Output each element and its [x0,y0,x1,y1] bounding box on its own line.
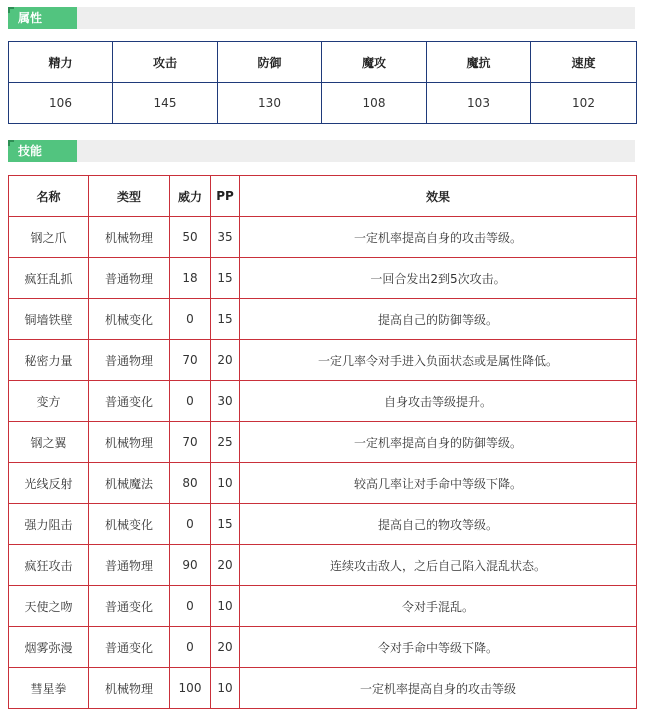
stat-header-sp-defense: 魔抗 [427,42,531,83]
skill-type: 普通变化 [89,381,170,422]
skill-effect: 较高几率让对手命中等级下降。 [240,463,637,504]
stat-header-sp-attack: 魔攻 [322,42,427,83]
stats-table [8,41,637,124]
stats-value-row [9,83,637,124]
skill-pp: 15 [211,504,240,545]
skill-name: 疯狂乱抓 [9,258,89,299]
skill-name: 秘密力量 [9,340,89,381]
skill-power: 80 [170,463,211,504]
stat-value-speed: 102 [531,83,637,124]
stat-value-sp-defense: 103 [427,83,531,124]
skill-type: 普通物理 [89,340,170,381]
table-row [9,381,637,422]
skills-section-header [8,140,635,162]
skill-pp: 30 [211,381,240,422]
skill-power: 100 [170,668,211,709]
skill-name: 光线反射 [9,463,89,504]
stat-value-defense: 130 [218,83,322,124]
skill-effect: 令对手命中等级下降。 [240,627,637,668]
skill-name: 天使之吻 [9,586,89,627]
skill-power: 70 [170,422,211,463]
skill-name: 疯狂攻击 [9,545,89,586]
skill-type: 机械变化 [89,504,170,545]
stat-value-attack: 145 [113,83,218,124]
skill-effect: 自身攻击等级提升。 [240,381,637,422]
stats-header-row [9,42,637,83]
table-row [9,217,637,258]
skill-name: 强力阻击 [9,504,89,545]
skill-name: 钢之翼 [9,422,89,463]
stat-value-sp-attack: 108 [322,83,427,124]
skill-header-pp: PP [211,176,240,217]
table-row [9,627,637,668]
table-row [9,340,637,381]
skill-power: 0 [170,381,211,422]
skill-type: 机械魔法 [89,463,170,504]
attributes-section-tag: 属性 [8,7,77,29]
skill-header-type: 类型 [89,176,170,217]
table-row [9,668,637,709]
skill-header-power: 威力 [170,176,211,217]
skill-type: 普通变化 [89,627,170,668]
skill-effect: 一定机率提高自身的攻击等级。 [240,217,637,258]
skill-pp: 15 [211,258,240,299]
skill-power: 70 [170,340,211,381]
table-row [9,258,637,299]
skill-pp: 10 [211,586,240,627]
table-row [9,545,637,586]
stat-header-speed: 速度 [531,42,637,83]
stat-header-attack: 攻击 [113,42,218,83]
stat-header-hp: 精力 [9,42,113,83]
skill-effect: 一定机率提高自身的攻击等级 [240,668,637,709]
skill-type: 机械变化 [89,299,170,340]
skill-power: 90 [170,545,211,586]
skill-effect: 一定几率令对手进入负面状态或是属性降低。 [240,340,637,381]
skill-power: 0 [170,504,211,545]
table-row [9,422,637,463]
skill-effect: 连续攻击敌人，之后自己陷入混乱状态。 [240,545,637,586]
skill-pp: 20 [211,340,240,381]
skill-header-effect: 效果 [240,176,637,217]
skill-effect: 一定机率提高自身的防御等级。 [240,422,637,463]
skill-type: 普通物理 [89,545,170,586]
skill-name: 烟雾弥漫 [9,627,89,668]
skill-power: 0 [170,586,211,627]
stat-header-defense: 防御 [218,42,322,83]
skills-table [8,175,637,709]
skill-effect: 提高自己的物攻等级。 [240,504,637,545]
attributes-section-header [8,7,635,29]
skill-power: 0 [170,299,211,340]
skill-type: 机械物理 [89,217,170,258]
skills-header-row [9,176,637,217]
table-row [9,504,637,545]
skill-type: 普通变化 [89,586,170,627]
skill-name: 铜墙铁壁 [9,299,89,340]
skills-section-tag: 技能 [8,140,77,162]
skill-name: 彗星拳 [9,668,89,709]
stat-value-hp: 106 [9,83,113,124]
skill-effect: 一回合发出2到5次攻击。 [240,258,637,299]
skill-name: 变方 [9,381,89,422]
skill-effect: 令对手混乱。 [240,586,637,627]
table-row [9,299,637,340]
skill-pp: 35 [211,217,240,258]
skill-pp: 20 [211,627,240,668]
skill-header-name: 名称 [9,176,89,217]
skill-type: 普通物理 [89,258,170,299]
skill-effect: 提高自己的防御等级。 [240,299,637,340]
table-row [9,586,637,627]
skill-type: 机械物理 [89,668,170,709]
skill-pp: 20 [211,545,240,586]
skill-power: 18 [170,258,211,299]
skill-power: 0 [170,627,211,668]
skill-name: 钢之爪 [9,217,89,258]
skill-pp: 15 [211,299,240,340]
table-row [9,463,637,504]
skill-pp: 25 [211,422,240,463]
skill-pp: 10 [211,668,240,709]
skill-power: 50 [170,217,211,258]
skill-type: 机械物理 [89,422,170,463]
skill-pp: 10 [211,463,240,504]
